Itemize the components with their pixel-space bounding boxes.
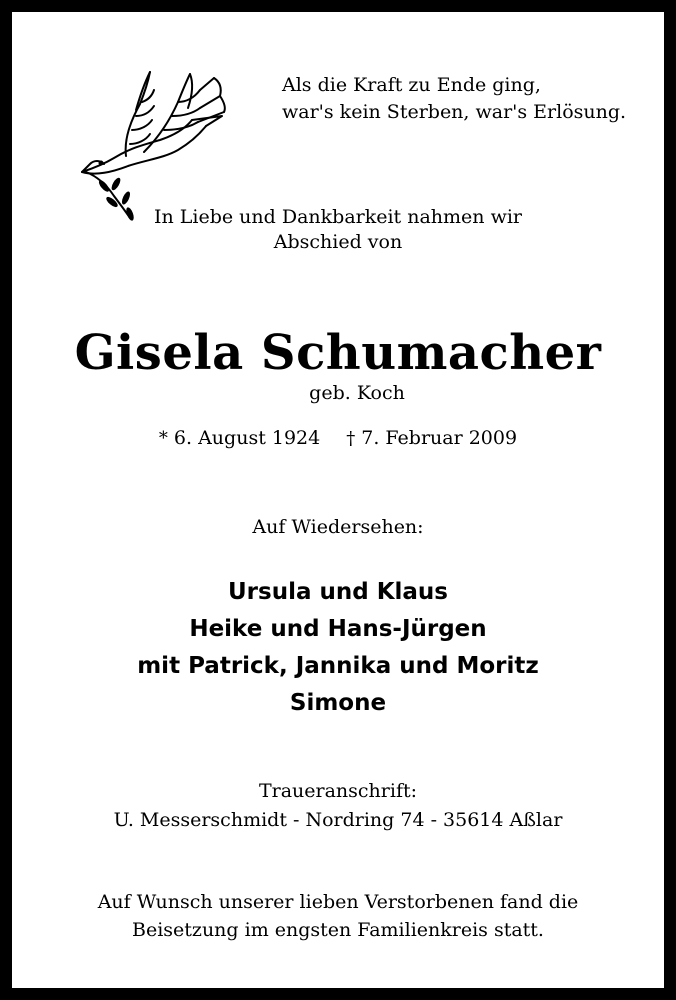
motto xyxy=(282,72,626,126)
motto-line-2: war's kein Sterben, war's Erlösung. xyxy=(282,101,627,123)
mourner-line: Simone xyxy=(289,690,387,716)
address-label: Traueranschrift: xyxy=(258,780,418,802)
mourner-line: Ursula und Klaus xyxy=(227,579,448,605)
mourners-list xyxy=(12,574,664,722)
intro-line-2: Abschied von xyxy=(273,231,403,253)
deceased-name: Gisela Schumacher xyxy=(74,325,602,381)
intro-line-1: In Liebe und Dankbarkeit nahmen wir xyxy=(154,206,522,228)
note-line-2: Beisetzung im engsten Familienkreis statt. xyxy=(132,919,544,941)
motto-line-1: Als die Kraft zu Ende ging, xyxy=(282,74,541,96)
mourner-line: Heike und Hans-Jürgen xyxy=(189,616,487,642)
dove-with-olive-branch-icon xyxy=(74,68,234,228)
death-symbol: † xyxy=(346,428,356,449)
funeral-note xyxy=(12,888,664,944)
address-line: U. Messerschmidt - Nordring 74 - 35614 Aßlar xyxy=(113,809,563,831)
intro xyxy=(142,205,534,255)
mourning-address xyxy=(12,777,664,835)
birth-date: 6. August 1924 xyxy=(173,427,321,449)
death-date: 7. Februar 2009 xyxy=(361,427,518,449)
birth-symbol: * xyxy=(158,428,168,449)
mourner-line: mit Patrick, Jannika und Moritz xyxy=(137,653,539,679)
farewell-heading: Auf Wiedersehen: xyxy=(252,516,424,538)
note-line-1: Auf Wunsch unserer lieben Verstorbenen fand die xyxy=(97,891,579,913)
life-dates xyxy=(12,425,664,452)
maiden-name: geb. Koch xyxy=(309,382,405,404)
